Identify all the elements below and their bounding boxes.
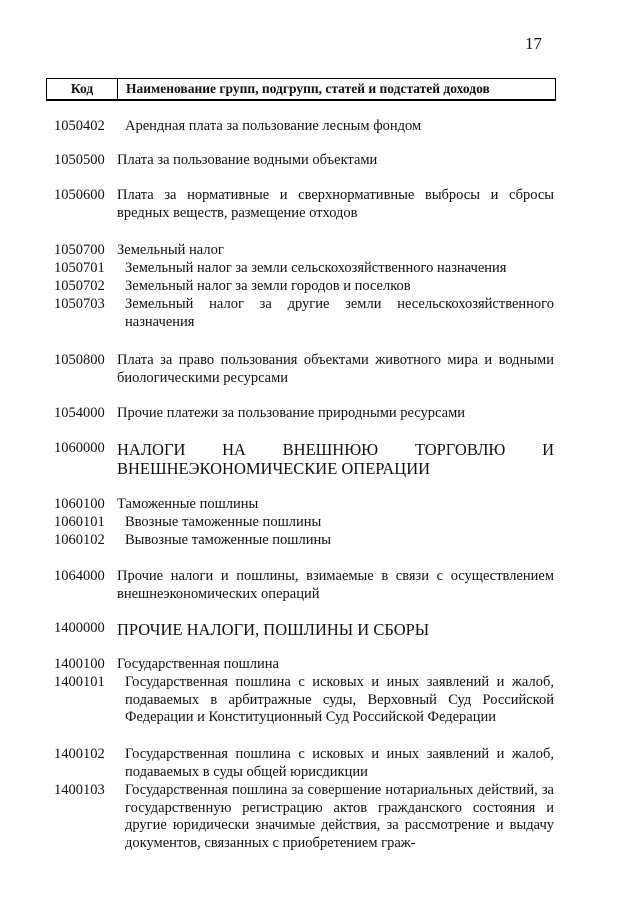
table-row	[54, 296, 554, 331]
row-code: 1050703	[54, 296, 105, 312]
row-code: 1050701	[54, 260, 105, 276]
row-text: Таможенные пошлины	[117, 496, 259, 512]
table-row	[54, 674, 554, 727]
row-code: 1060100	[54, 496, 105, 512]
table-row	[54, 440, 554, 478]
row-text: НАЛОГИ НА ВНЕШНЮЮ ТОРГОВЛЮ И ВНЕШНЕЭКОНОМИЧЕСКИЕ ОПЕРАЦИИ	[117, 440, 554, 478]
row-code: 1054000	[54, 405, 105, 421]
row-text: Государственная пошлина за совершение нотариальных действий, за государственную регистрацию актов гражданского состояния и другие юридически значимые действия, за рассмотрение и выдачу документов, связанных с приобретением граж-	[125, 782, 554, 851]
table-row	[54, 118, 554, 136]
table-row	[54, 278, 554, 296]
table-row	[54, 620, 554, 639]
row-code: 1060000	[54, 440, 105, 456]
row-code: 1400103	[54, 782, 105, 798]
row-code: 1400102	[54, 746, 105, 762]
row-code: 1400100	[54, 656, 105, 672]
row-code: 1400101	[54, 674, 105, 690]
row-code: 1064000	[54, 568, 105, 584]
table-row	[54, 656, 554, 674]
row-text: Вывозные таможенные пошлины	[125, 532, 331, 548]
table-row	[54, 152, 554, 170]
table-row	[54, 187, 554, 222]
row-text: Государственная пошлина	[117, 656, 279, 672]
row-code: 1050500	[54, 152, 105, 168]
table-row	[54, 496, 554, 514]
page-number: 17	[525, 34, 542, 53]
row-text: Государственная пошлина с исковых и иных заявлений и жалоб, подаваемых в суды общей юрисдикции	[125, 746, 554, 780]
row-text: Прочие платежи за пользование природными ресурсами	[117, 405, 466, 421]
row-code: 1050702	[54, 278, 105, 294]
row-code: 1050402	[54, 118, 105, 134]
table-row	[54, 782, 554, 852]
row-text: Земельный налог	[117, 242, 224, 258]
row-text: ПРОЧИЕ НАЛОГИ, ПОШЛИНЫ И СБОРЫ	[117, 620, 430, 639]
row-text: Земельный налог за земли сельскохозяйственного назначения	[125, 260, 507, 276]
name-column-header: Наименование групп, подгрупп, статей и подстатей доходов	[126, 81, 490, 96]
row-text: Земельный налог за земли городов и поселков	[125, 278, 411, 294]
row-text: Плата за пользование водными объектами	[117, 152, 378, 168]
row-code: 1400000	[54, 620, 105, 636]
row-code: 1060101	[54, 514, 105, 530]
table-row	[54, 568, 554, 603]
table-row	[54, 260, 554, 278]
table-header	[46, 78, 556, 101]
row-code: 1060102	[54, 532, 105, 548]
row-text: Плата за нормативные и сверхнормативные выбросы и сбросы вредных веществ, размещение отходов	[117, 187, 554, 221]
row-text: Ввозные таможенные пошлины	[125, 514, 322, 530]
row-code: 1050700	[54, 242, 105, 258]
table-row	[54, 514, 554, 532]
table-row	[54, 405, 554, 423]
table-row	[54, 242, 554, 260]
table-row	[54, 532, 554, 550]
row-text: Плата за право пользования объектами животного мира и водными биологическими ресурсами	[117, 352, 554, 386]
table-row	[54, 352, 554, 387]
row-text: Земельный налог за другие земли несельскохозяйственного назначения	[125, 296, 554, 330]
row-text: Государственная пошлина с исковых и иных заявлений и жалоб, подаваемых в арбитражные суды, Верховный Суд Российской Федерации и Конституционный Суд Российской Федерации	[125, 674, 554, 725]
table-row	[54, 746, 554, 781]
code-column-header: Код	[47, 79, 118, 99]
row-text: Прочие налоги и пошлины, взимаемые в связи с осуществлением внешнеэкономических операций	[117, 568, 554, 602]
row-text: Арендная плата за пользование лесным фондом	[125, 118, 422, 134]
row-code: 1050800	[54, 352, 105, 368]
row-code: 1050600	[54, 187, 105, 203]
